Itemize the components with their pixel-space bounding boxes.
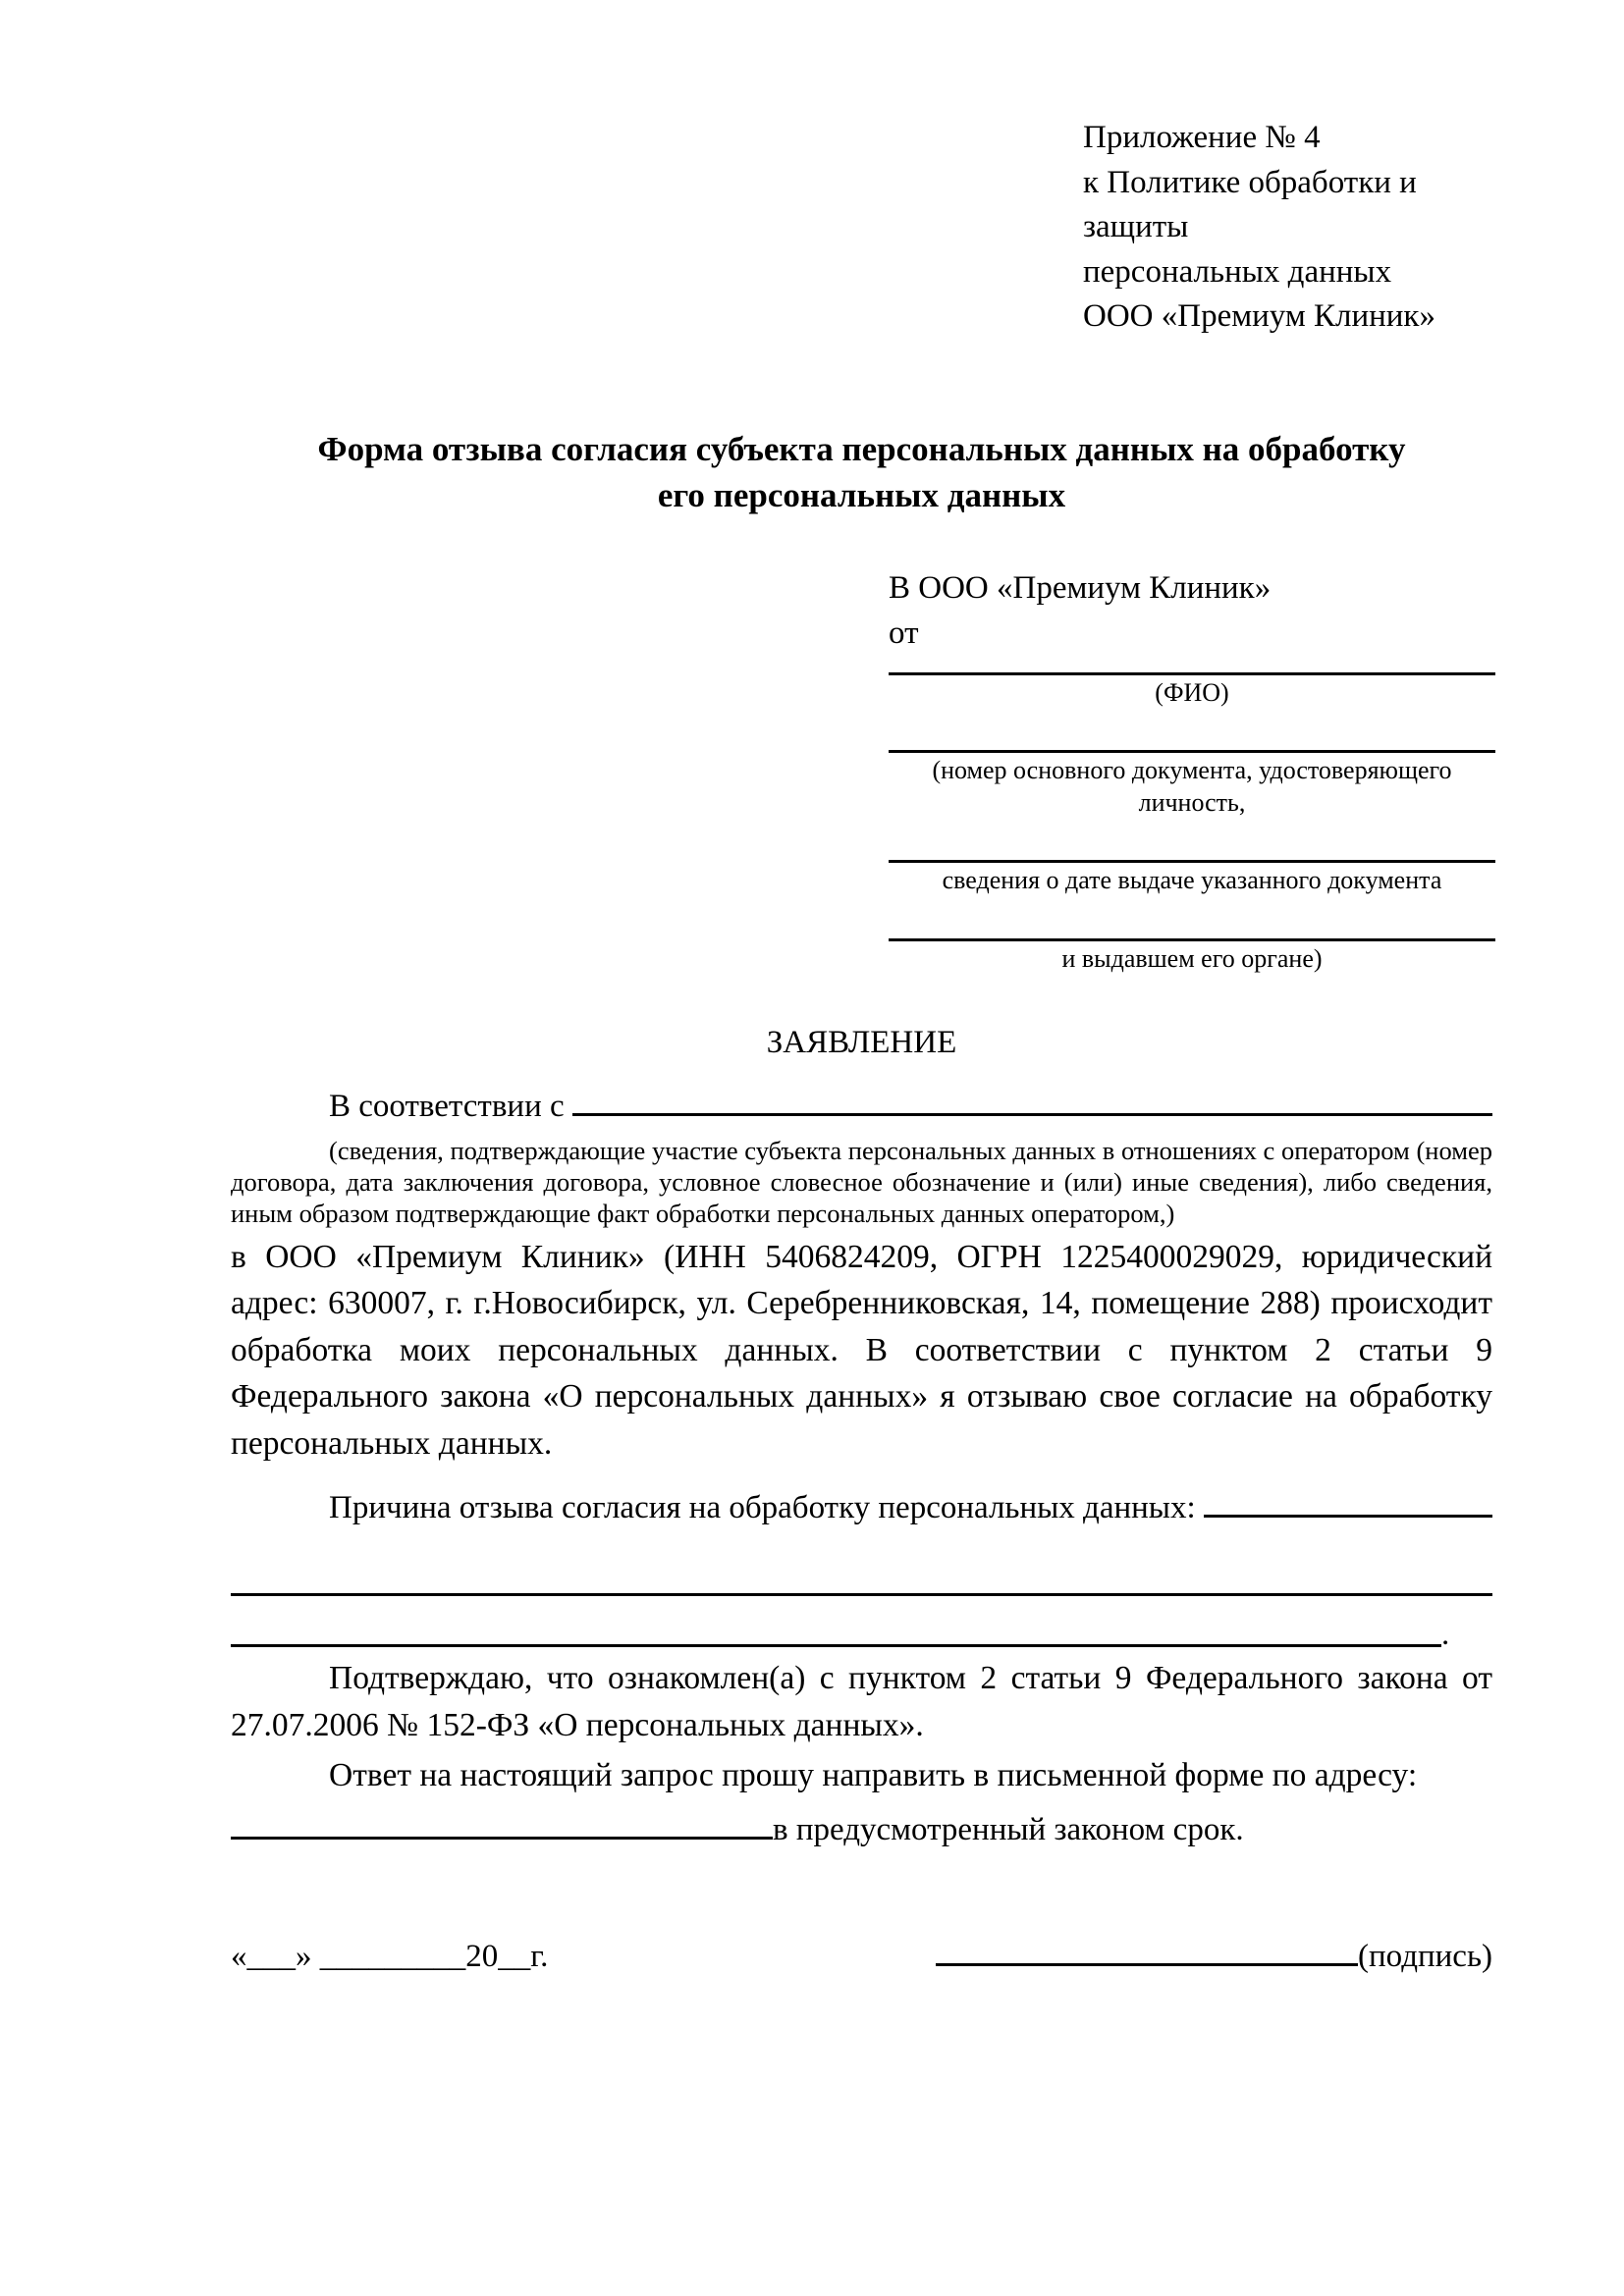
reason-blank-line xyxy=(1204,1479,1492,1518)
appendix-header-line-1: Приложение № 4 xyxy=(1083,120,1321,155)
issuing-authority-blank-line xyxy=(889,897,1495,941)
document-number-blank-line xyxy=(889,709,1495,753)
appendix-header-line-2: к Политике обработки и защиты xyxy=(1083,164,1417,245)
body-paragraph: в ООО «Премиум Клиник» (ИНН 5406824209, ОГРН 1225400029029, юридический адрес: 630007, г. г.Новосибирск, ул. Серебренниковская, 14, помещение 288) происходит обработка моих персональных данных. В соответствии с пунктом 2 статьи 9 Федерального закона «О персональных данных» я отзываю свое согласие на обработку персональных данных. xyxy=(231,1238,1492,1462)
reason-blank-line-2 xyxy=(231,1530,1492,1596)
date-blank: «___» _________20__г. xyxy=(231,1938,549,1974)
confirmation-paragraph: Подтверждаю, что ознакомлен(а) с пунктом 2 статьи 9 Федерального закона от 27.07.2006 № 152-ФЗ «О персональных данных». xyxy=(231,1659,1492,1743)
signature-blank-line xyxy=(936,1929,1358,1966)
addressee-block xyxy=(889,565,1495,975)
issue-date-caption: сведения о дате выдаче указанного документа xyxy=(942,866,1442,895)
appendix-header-line-3: персональных данных xyxy=(1083,253,1392,290)
issuing-authority-caption: и выдавшем его органе) xyxy=(1061,943,1323,973)
reply-address-blank-line xyxy=(231,1801,773,1840)
reply-request-paragraph: Ответ на настоящий запрос прошу направить в письменной форме по адресу: xyxy=(329,1757,1418,1794)
appendix-header-line-4: ООО «Премиум Клиник» xyxy=(1083,298,1435,335)
reply-tail-text: в предусмотренный законом срок. xyxy=(773,1811,1244,1847)
form-title xyxy=(231,426,1492,519)
reason-line xyxy=(231,1479,1492,1530)
addressee-from: от xyxy=(889,615,919,652)
signature-caption: (подпись) xyxy=(1358,1938,1492,1974)
accordance-line xyxy=(231,1077,1492,1128)
trailing-period: . xyxy=(1441,1616,1450,1652)
reply-address-line xyxy=(231,1801,1492,1852)
form-title-line-2: его персональных данных xyxy=(657,475,1066,514)
form-title-line-1: Форма отзыва согласия субъекта персональных данных на обработку xyxy=(317,429,1406,468)
reason-prefix: Причина отзыва согласия на обработку персональных данных: xyxy=(329,1489,1196,1525)
reason-blank-rule xyxy=(231,1643,1441,1647)
addressee-to: В ООО «Премиум Клиник» xyxy=(889,570,1272,607)
signature-row xyxy=(231,1929,1492,1979)
statement-heading: ЗАЯВЛЕНИЕ xyxy=(766,1025,957,1061)
document-number-caption: (номер основного документа, удостоверяющего личность, xyxy=(932,756,1452,817)
signature-area xyxy=(936,1929,1492,1979)
fine-print-note: (сведения, подтверждающие участие субъекта персональных данных в отношениях с оператором (номер договора, дата заключения договора, условное словесное обозначение и (или) иные сведения), либо сведения, иным образом подтверждающие факт обработки персональных данных оператором,) xyxy=(231,1135,1492,1229)
accordance-blank-line xyxy=(572,1077,1492,1115)
appendix-header xyxy=(1083,116,1492,340)
reason-blank-line-3 xyxy=(231,1596,1492,1651)
issue-date-blank-line xyxy=(889,819,1495,863)
fio-caption: (ФИО) xyxy=(1155,677,1229,707)
fio-blank-line xyxy=(889,657,1495,675)
accordance-prefix: В соответствии с xyxy=(329,1088,565,1124)
